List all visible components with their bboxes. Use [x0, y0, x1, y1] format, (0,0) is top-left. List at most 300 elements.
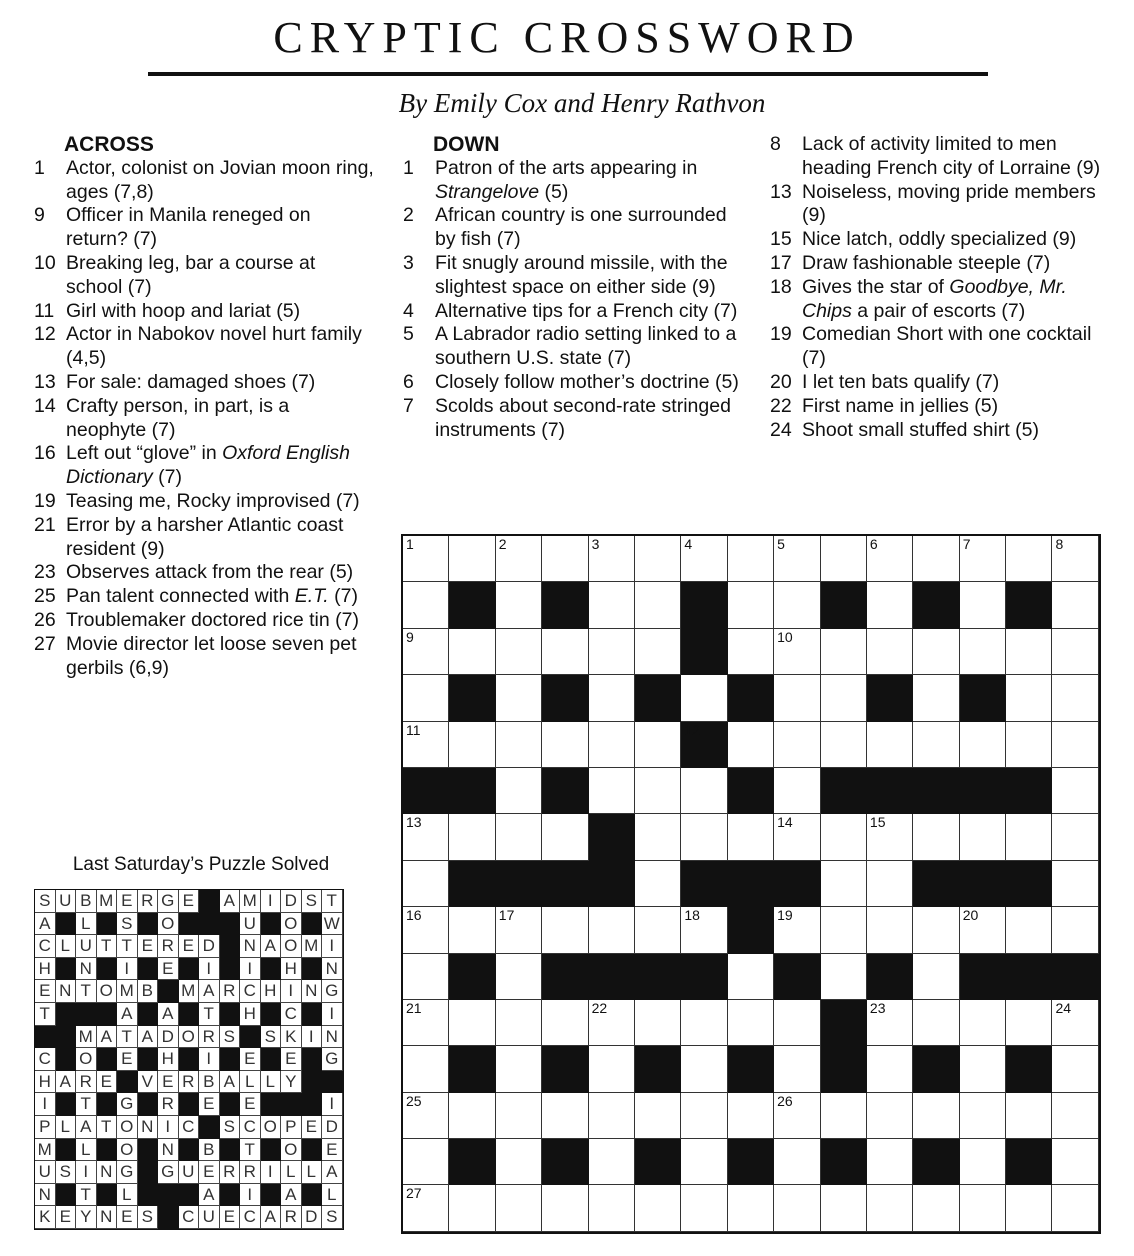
black-square: [542, 1139, 588, 1185]
answer-cell[interactable]: [774, 814, 820, 860]
answer-cell[interactable]: [1052, 768, 1098, 814]
answer-cell[interactable]: [403, 675, 449, 721]
solved-row: [35, 1026, 343, 1049]
answer-cell[interactable]: [728, 954, 774, 1000]
answer-cell[interactable]: [542, 536, 588, 582]
solved-letter-cell: T: [97, 935, 118, 958]
solved-letter-cell: A: [138, 1026, 159, 1049]
answer-cell[interactable]: [867, 1046, 913, 1092]
answer-cell[interactable]: [542, 907, 588, 953]
solved-letter-cell: A: [220, 1071, 241, 1094]
answer-cell[interactable]: [589, 1185, 635, 1231]
clue-number: 11: [34, 299, 55, 322]
solved-letter-cell: A: [76, 1116, 97, 1139]
solved-letter-cell: E: [117, 1206, 138, 1229]
answer-cell[interactable]: [728, 1185, 774, 1231]
answer-cell[interactable]: [403, 1185, 449, 1231]
answer-cell[interactable]: [403, 582, 449, 628]
answer-cell[interactable]: [913, 954, 959, 1000]
grid-row: [403, 582, 1099, 628]
answer-cell[interactable]: [403, 1000, 449, 1046]
clue-text: Comedian Short with one cocktail (7): [802, 323, 1092, 370]
answer-cell[interactable]: [681, 1139, 727, 1185]
answer-cell[interactable]: [774, 675, 820, 721]
solved-letter-cell: S: [220, 1026, 241, 1049]
answer-cell[interactable]: [589, 1093, 635, 1139]
answer-cell[interactable]: [403, 629, 449, 675]
answer-cell[interactable]: [728, 1000, 774, 1046]
clue-text: I let ten bats qualify (7): [802, 370, 1000, 393]
clue-number: 19: [770, 323, 792, 346]
answer-cell[interactable]: [1052, 1093, 1098, 1139]
answer-cell[interactable]: [913, 629, 959, 675]
solved-letter-cell: M: [240, 890, 261, 913]
page-title: CRYPTIC CROSSWORD: [273, 13, 861, 62]
answer-cell[interactable]: [635, 861, 681, 907]
answer-cell[interactable]: [1052, 536, 1098, 582]
answer-cell[interactable]: [681, 1000, 727, 1046]
clue-number: 3: [403, 251, 414, 274]
answer-cell[interactable]: [1006, 907, 1052, 953]
solved-letter-cell: I: [199, 958, 220, 981]
answer-cell[interactable]: [728, 582, 774, 628]
clue-text: Breaking leg, bar a course at school (7): [66, 251, 316, 298]
black-square: [542, 582, 588, 628]
clue-text: Observes attack from the rear (5): [66, 561, 354, 584]
cell-number: 5: [777, 536, 785, 552]
answer-cell[interactable]: [774, 1093, 820, 1139]
answer-cell[interactable]: [449, 907, 495, 953]
solved-letter-cell: L: [76, 1139, 97, 1162]
answer-cell[interactable]: [681, 1185, 727, 1231]
answer-cell[interactable]: [542, 1093, 588, 1139]
grid-row: [403, 907, 1099, 953]
solved-letter-cell: T: [240, 1139, 261, 1162]
black-square: [913, 582, 959, 628]
answer-cell[interactable]: [681, 907, 727, 953]
answer-cell[interactable]: [496, 536, 542, 582]
solved-letter-cell: M: [117, 980, 138, 1003]
solved-letter-cell: L: [76, 913, 97, 936]
answer-cell[interactable]: [589, 582, 635, 628]
crossword-grid[interactable]: [401, 534, 1101, 1234]
answer-cell[interactable]: [542, 1185, 588, 1231]
solved-black-cell: [220, 1048, 241, 1071]
clue-number: 21: [34, 513, 56, 536]
solved-black-cell: [97, 1048, 118, 1071]
solved-letter-cell: N: [56, 980, 77, 1003]
black-square: [1006, 768, 1052, 814]
answer-cell[interactable]: [867, 629, 913, 675]
solved-letter-cell: E: [179, 935, 200, 958]
answer-cell[interactable]: [496, 675, 542, 721]
solved-letter-cell: L: [240, 1071, 261, 1094]
solved-letter-cell: G: [158, 890, 179, 913]
solved-black-cell: [117, 1071, 138, 1094]
answer-cell[interactable]: [728, 722, 774, 768]
solved-black-cell: [302, 1003, 323, 1026]
grid-row: [403, 722, 1099, 768]
answer-cell[interactable]: [635, 814, 681, 860]
solved-letter-cell: D: [302, 1206, 323, 1229]
answer-cell[interactable]: [821, 954, 867, 1000]
answer-cell[interactable]: [1052, 722, 1098, 768]
answer-cell[interactable]: [681, 814, 727, 860]
cell-number: 21: [406, 999, 422, 1016]
grid-row: [403, 536, 1099, 582]
down-clue-8: [770, 133, 1115, 181]
solved-black-cell: [97, 1003, 118, 1026]
grid-row: [403, 675, 1099, 721]
down-clue-22: [770, 395, 1115, 419]
answer-cell[interactable]: [1006, 536, 1052, 582]
cell-number: 26: [777, 1092, 793, 1109]
solved-row: [35, 1093, 343, 1116]
answer-cell[interactable]: [867, 907, 913, 953]
answer-cell[interactable]: [449, 1000, 495, 1046]
answer-cell[interactable]: [821, 629, 867, 675]
answer-cell[interactable]: [913, 722, 959, 768]
answer-cell[interactable]: [1006, 629, 1052, 675]
down-clue-15: [770, 228, 1115, 252]
answer-cell[interactable]: [867, 861, 913, 907]
solved-letter-cell: O: [281, 935, 302, 958]
answer-cell[interactable]: [1052, 907, 1098, 953]
answer-cell[interactable]: [589, 629, 635, 675]
answer-cell[interactable]: [960, 814, 1006, 860]
grid-row: [403, 954, 1099, 1000]
clue-number: 13: [770, 180, 792, 203]
solved-letter-cell: N: [158, 1139, 179, 1162]
answer-cell[interactable]: [449, 1185, 495, 1231]
answer-cell[interactable]: [913, 1093, 959, 1139]
solved-letter-cell: E: [97, 1071, 118, 1094]
answer-cell[interactable]: [913, 536, 959, 582]
answer-cell[interactable]: [867, 1139, 913, 1185]
answer-cell[interactable]: [821, 536, 867, 582]
answer-cell[interactable]: [774, 1139, 820, 1185]
black-square: [589, 861, 635, 907]
answer-cell[interactable]: [542, 629, 588, 675]
solved-black-cell: [220, 1139, 241, 1162]
black-square: [449, 1139, 495, 1185]
clue-text: Actor in Nabokov novel hurt family (4,5): [66, 323, 362, 370]
answer-cell[interactable]: [1006, 1000, 1052, 1046]
answer-cell[interactable]: [403, 536, 449, 582]
down-clue-1: [403, 157, 743, 205]
clue-number: 5: [403, 323, 414, 346]
solved-letter-cell: L: [261, 1071, 282, 1094]
solved-letter-cell: T: [97, 1116, 118, 1139]
solved-letter-cell: E: [220, 1206, 241, 1229]
solved-letter-cell: S: [220, 1116, 241, 1139]
answer-cell[interactable]: [1052, 675, 1098, 721]
answer-cell[interactable]: [728, 814, 774, 860]
black-square: [681, 861, 727, 907]
cell-number: 4: [684, 536, 693, 552]
solved-letter-cell: S: [138, 1206, 159, 1229]
answer-cell[interactable]: [1052, 582, 1098, 628]
answer-cell[interactable]: [589, 1000, 635, 1046]
answer-cell[interactable]: [496, 582, 542, 628]
answer-cell[interactable]: [1052, 629, 1098, 675]
answer-cell[interactable]: [496, 768, 542, 814]
answer-cell[interactable]: [728, 536, 774, 582]
answer-cell[interactable]: [774, 1185, 820, 1231]
solved-letter-cell: O: [179, 1026, 200, 1049]
black-square: [821, 1046, 867, 1092]
answer-cell[interactable]: [867, 1093, 913, 1139]
answer-cell[interactable]: [913, 814, 959, 860]
answer-cell[interactable]: [1052, 814, 1098, 860]
answer-cell[interactable]: [403, 954, 449, 1000]
solved-title: Last Saturday’s Puzzle Solved: [72, 854, 330, 875]
answer-cell[interactable]: [913, 675, 959, 721]
answer-cell[interactable]: [960, 1046, 1006, 1092]
answer-cell[interactable]: [635, 907, 681, 953]
down-clue-3: [403, 252, 743, 300]
answer-cell[interactable]: [635, 536, 681, 582]
answer-cell[interactable]: [449, 536, 495, 582]
answer-cell[interactable]: [542, 814, 588, 860]
answer-cell[interactable]: [496, 954, 542, 1000]
answer-cell[interactable]: [681, 675, 727, 721]
black-square: [1052, 954, 1098, 1000]
solved-letter-cell: N: [302, 980, 323, 1003]
cell-number: 7: [962, 536, 971, 552]
black-square: [635, 1046, 681, 1092]
solved-black-cell: [179, 1139, 200, 1162]
answer-cell[interactable]: [449, 1093, 495, 1139]
cell-number: 2: [498, 536, 507, 552]
answer-cell[interactable]: [1052, 1046, 1098, 1092]
solved-letter-cell: C: [179, 1116, 200, 1139]
solved-letter-cell: R: [158, 1093, 179, 1116]
answer-cell[interactable]: [496, 1046, 542, 1092]
solved-letter-cell: T: [35, 1003, 56, 1026]
solved-letter-cell: U: [179, 1161, 200, 1184]
solved-letter-cell: T: [76, 1093, 97, 1116]
black-square: [681, 954, 727, 1000]
answer-cell[interactable]: [496, 1093, 542, 1139]
answer-cell[interactable]: [913, 1000, 959, 1046]
answer-cell[interactable]: [542, 1000, 588, 1046]
solved-letter-cell: I: [281, 980, 302, 1003]
solved-letter-cell: O: [76, 1048, 97, 1071]
solved-letter-cell: T: [322, 890, 343, 913]
answer-cell[interactable]: [913, 907, 959, 953]
answer-cell[interactable]: [728, 1093, 774, 1139]
clue-number: 23: [34, 561, 56, 584]
solved-letter-cell: C: [35, 935, 56, 958]
answer-cell[interactable]: [496, 1139, 542, 1185]
answer-cell[interactable]: [403, 722, 449, 768]
clue-number: 15: [770, 228, 792, 251]
answer-cell[interactable]: [1006, 722, 1052, 768]
answer-cell[interactable]: [589, 1046, 635, 1092]
solved-letter-cell: A: [220, 890, 241, 913]
solved-black-cell: [56, 913, 77, 936]
cell-number: 8: [1055, 536, 1064, 552]
answer-cell[interactable]: [496, 629, 542, 675]
cell-number: 19: [777, 907, 793, 924]
solved-letter-cell: O: [281, 1139, 302, 1162]
solved-letter-cell: A: [56, 1071, 77, 1094]
answer-cell[interactable]: [821, 814, 867, 860]
answer-cell[interactable]: [496, 1185, 542, 1231]
answer-cell[interactable]: [774, 1046, 820, 1092]
answer-cell[interactable]: [403, 907, 449, 953]
answer-cell[interactable]: [403, 814, 449, 860]
answer-cell[interactable]: [960, 1139, 1006, 1185]
solved-black-cell: [138, 958, 159, 981]
answer-cell[interactable]: [728, 629, 774, 675]
answer-cell[interactable]: [960, 722, 1006, 768]
answer-cell[interactable]: [821, 722, 867, 768]
answer-cell[interactable]: [681, 536, 727, 582]
solved-black-cell: [158, 1206, 179, 1229]
black-square: [1006, 861, 1052, 907]
answer-cell[interactable]: [821, 861, 867, 907]
answer-cell[interactable]: [821, 675, 867, 721]
answer-cell[interactable]: [867, 722, 913, 768]
black-square: [449, 954, 495, 1000]
solved-row: [35, 1003, 343, 1026]
answer-cell[interactable]: [960, 907, 1006, 953]
clue-text: Scolds about second-rate stringed instruments (7): [435, 394, 731, 441]
solved-black-cell: [56, 1003, 77, 1026]
solved-letter-cell: L: [302, 1161, 323, 1184]
answer-cell[interactable]: [867, 1185, 913, 1231]
answer-cell[interactable]: [913, 1185, 959, 1231]
answer-cell[interactable]: [681, 768, 727, 814]
answer-cell[interactable]: [403, 861, 449, 907]
solved-black-cell: [97, 913, 118, 936]
answer-cell[interactable]: [1006, 814, 1052, 860]
answer-cell[interactable]: [774, 1000, 820, 1046]
solved-letter-cell: W: [322, 913, 343, 936]
answer-cell[interactable]: [867, 582, 913, 628]
answer-cell[interactable]: [403, 1046, 449, 1092]
answer-cell[interactable]: [635, 768, 681, 814]
answer-cell[interactable]: [496, 722, 542, 768]
answer-cell[interactable]: [681, 1093, 727, 1139]
answer-cell[interactable]: [496, 1000, 542, 1046]
solved-black-cell: [220, 958, 241, 981]
solved-letter-cell: T: [117, 1026, 138, 1049]
answer-cell[interactable]: [589, 907, 635, 953]
answer-cell[interactable]: [774, 722, 820, 768]
answer-cell[interactable]: [589, 722, 635, 768]
answer-cell[interactable]: [589, 675, 635, 721]
clue-number: 22: [770, 394, 792, 417]
answer-cell[interactable]: [867, 536, 913, 582]
answer-cell[interactable]: [542, 722, 588, 768]
black-square: [821, 1000, 867, 1046]
answer-cell[interactable]: [774, 907, 820, 953]
answer-cell[interactable]: [589, 768, 635, 814]
answer-cell[interactable]: [821, 1093, 867, 1139]
answer-cell[interactable]: [960, 1000, 1006, 1046]
solved-letter-cell: C: [240, 1116, 261, 1139]
answer-cell[interactable]: [635, 1093, 681, 1139]
answer-cell[interactable]: [821, 907, 867, 953]
answer-cell[interactable]: [821, 1185, 867, 1231]
answer-cell[interactable]: [1052, 1000, 1098, 1046]
solved-black-cell: [302, 1093, 323, 1116]
answer-cell[interactable]: [1052, 1139, 1098, 1185]
answer-cell[interactable]: [635, 1185, 681, 1231]
clue-text: Movie director let loose seven pet gerbils (6,9): [66, 632, 357, 679]
answer-cell[interactable]: [681, 1046, 727, 1092]
answer-cell[interactable]: [774, 536, 820, 582]
answer-cell[interactable]: [960, 582, 1006, 628]
answer-cell[interactable]: [589, 536, 635, 582]
answer-cell[interactable]: [960, 1093, 1006, 1139]
solved-black-cell: [261, 1139, 282, 1162]
answer-cell[interactable]: [960, 629, 1006, 675]
answer-cell[interactable]: [635, 1000, 681, 1046]
answer-cell[interactable]: [960, 1185, 1006, 1231]
solved-letter-cell: A: [199, 1184, 220, 1207]
answer-cell[interactable]: [449, 722, 495, 768]
solved-letter-cell: E: [199, 1161, 220, 1184]
answer-cell[interactable]: [1052, 861, 1098, 907]
answer-cell[interactable]: [635, 582, 681, 628]
answer-cell[interactable]: [449, 814, 495, 860]
solved-letter-cell: A: [261, 935, 282, 958]
solved-letter-cell: R: [76, 1071, 97, 1094]
solved-letter-cell: E: [240, 1048, 261, 1071]
answer-cell[interactable]: [960, 536, 1006, 582]
clue-text: First name in jellies (5): [802, 394, 999, 417]
answer-cell[interactable]: [774, 768, 820, 814]
cell-number: 22: [591, 999, 608, 1016]
solved-black-cell: [179, 1048, 200, 1071]
answer-cell[interactable]: [774, 582, 820, 628]
answer-cell[interactable]: [635, 722, 681, 768]
answer-cell[interactable]: [1006, 1185, 1052, 1231]
solved-letter-cell: P: [35, 1116, 56, 1139]
answer-cell[interactable]: [449, 629, 495, 675]
answer-cell[interactable]: [1006, 675, 1052, 721]
black-square: [867, 954, 913, 1000]
answer-cell[interactable]: [774, 629, 820, 675]
solved-row: [35, 1206, 343, 1229]
grid-row: [403, 1046, 1099, 1092]
solved-letter-cell: R: [138, 890, 159, 913]
across-clue-21: [34, 514, 374, 562]
answer-cell[interactable]: [1006, 1093, 1052, 1139]
answer-cell[interactable]: [403, 1093, 449, 1139]
solved-row: [35, 1161, 343, 1184]
answer-cell[interactable]: [403, 1139, 449, 1185]
answer-cell[interactable]: [1052, 1185, 1098, 1231]
answer-cell[interactable]: [635, 629, 681, 675]
cell-number: 17: [498, 907, 515, 924]
answer-cell[interactable]: [589, 1139, 635, 1185]
answer-cell[interactable]: [867, 814, 913, 860]
answer-cell[interactable]: [867, 1000, 913, 1046]
solved-letter-cell: H: [240, 1003, 261, 1026]
answer-cell[interactable]: [496, 814, 542, 860]
solved-black-cell: [322, 1071, 343, 1094]
black-square: [728, 907, 774, 953]
solved-black-cell: [261, 1093, 282, 1116]
answer-cell[interactable]: [496, 907, 542, 953]
cell-number: 20: [962, 907, 979, 924]
solved-letter-cell: I: [117, 958, 138, 981]
